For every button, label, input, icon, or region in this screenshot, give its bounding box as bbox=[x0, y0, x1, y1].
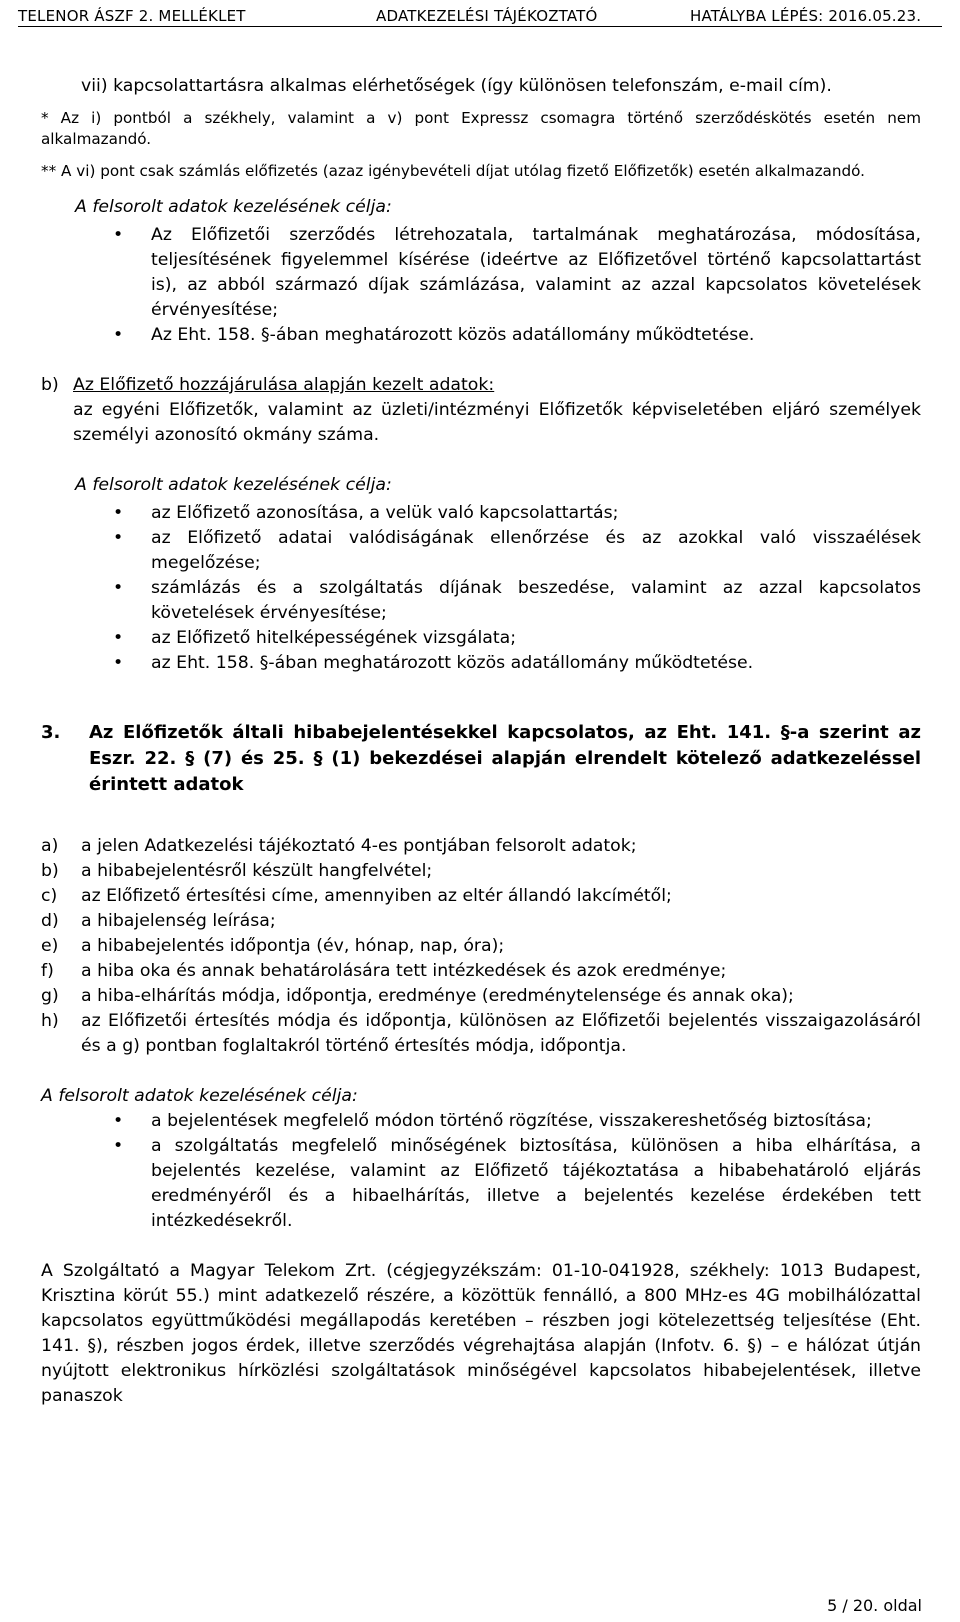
list-item: • a bejelentések megfelelő módon történő rögzítése, visszakereshetőség biztosítása; bbox=[41, 1109, 921, 1134]
list-item bbox=[41, 959, 921, 984]
item-label: f) bbox=[41, 961, 54, 981]
document-body bbox=[41, 74, 921, 1409]
header-right: HATÁLYBA LÉPÉS: 2016.05.23. bbox=[690, 7, 922, 25]
list-item: • a szolgáltatás megfelelő minőségének biztosítása, különösen a hiba elhárítása, a bejelentés kezelése, valamint az Előfizető tájékoztatása a hibabehatároló eljárás eredményéről és a hibaelhárítás, illetve a bejelentés kezelése érdekében tett intézkedésekről. bbox=[41, 1134, 921, 1234]
footnote-2: ** A vi) pont csak számlás előfizetés (azaz igénybevételi díjat utólag fizető Előfizetők) esetén alkalmazandó. bbox=[41, 162, 865, 180]
item-label: b) bbox=[41, 861, 59, 881]
list-item: • számlázás és a szolgáltatás díjának beszedése, valamint az azzal kapcsolatos követelések érvényesítése; bbox=[41, 576, 921, 626]
list-item bbox=[41, 984, 921, 1009]
section-b-title: Az Előfizető hozzájárulása alapján kezelt adatok: bbox=[73, 375, 495, 395]
item-text: a jelen Adatkezelési tájékoztató 4-es pontjában felsorolt adatok; bbox=[81, 836, 637, 856]
page-header bbox=[18, 4, 942, 27]
list-item bbox=[41, 934, 921, 959]
page-number: 5 / 20. oldal bbox=[827, 1596, 922, 1615]
list-item bbox=[41, 1009, 921, 1059]
purpose-list-3 bbox=[41, 1109, 921, 1234]
list-item: • az Eht. 158. §-ában meghatározott közös adatállomány működtetése. bbox=[41, 651, 921, 676]
section-b-label: b) bbox=[41, 375, 59, 395]
item-text: az Előfizető értesítési címe, amennyiben az eltér állandó lakcímétől; bbox=[81, 886, 672, 906]
list-item bbox=[41, 884, 921, 909]
purpose-heading-1: A felsorolt adatok kezelésének célja: bbox=[75, 197, 392, 217]
section-3-list bbox=[41, 834, 921, 1059]
item-text: a hiba-elhárítás módja, időpontja, eredménye (eredménytelensége és annak oka); bbox=[81, 986, 794, 1006]
item-vii: vii) kapcsolattartásra alkalmas elérhetőségek (így különösen telefonszám, e-mail cím). bbox=[81, 76, 832, 96]
item-text: a hibabejelentés időpontja (év, hónap, nap, óra); bbox=[81, 936, 505, 956]
item-label: c) bbox=[41, 886, 58, 906]
item-label: h) bbox=[41, 1011, 59, 1031]
item-label: g) bbox=[41, 986, 59, 1006]
list-item: • az Előfizető azonosítása, a velük való kapcsolattartás; bbox=[41, 501, 921, 526]
list-item: • az Előfizető hitelképességének vizsgálata; bbox=[41, 626, 921, 651]
section-b-text: az egyéni Előfizetők, valamint az üzleti/intézményi Előfizetők képviseletében eljáró személyek személyi azonosító okmány száma. bbox=[73, 400, 921, 445]
list-item bbox=[41, 859, 921, 884]
item-label: a) bbox=[41, 836, 59, 856]
list-item: • Az Előfizetői szerződés létrehozatala, tartalmának meghatározása, módosítása, teljesítésének figyelemmel kísérése (ideértve az Előfizetővel történő kapcsolattartást is), az abból származó díjak számlázása, valamint az azzal kapcsolatos követelések érvényesítése; bbox=[41, 223, 921, 323]
header-center: ADATKEZELÉSI TÁJÉKOZTATÓ bbox=[376, 7, 598, 25]
item-text: az Előfizetői értesítés módja és időpontja, különösen az Előfizetői bejelentés visszaigazolásáról és a g) pontban foglaltakról történő értesítés módja, időpontja. bbox=[81, 1011, 921, 1056]
purpose-heading-2: A felsorolt adatok kezelésének célja: bbox=[75, 475, 392, 495]
list-item bbox=[41, 909, 921, 934]
purpose-heading-3: A felsorolt adatok kezelésének célja: bbox=[41, 1086, 358, 1106]
item-text: a hibabejelentésről készült hangfelvétel; bbox=[81, 861, 433, 881]
section-3-heading bbox=[41, 720, 921, 798]
item-text: a hiba oka és annak behatárolására tett intézkedések és azok eredménye; bbox=[81, 961, 727, 981]
footnote-1: * Az i) pontból a székhely, valamint a v) pont Expressz csomagra történő szerződéskötés esetén nem alkalmazandó. bbox=[41, 109, 921, 148]
list-item bbox=[41, 834, 921, 859]
purpose-list-2 bbox=[41, 501, 921, 676]
header-left: TELENOR ÁSZF 2. MELLÉKLET bbox=[18, 7, 246, 25]
section-3-number: 3. bbox=[41, 722, 61, 743]
list-item: • az Előfizető adatai valódiságának ellenőrzése és az azokkal való visszaélések megelőzése; bbox=[41, 526, 921, 576]
section-3-title: Az Előfizetők általi hibabejelentésekkel kapcsolatos, az Eht. 141. §-a szerint az Eszr. 22. § (7) és 25. § (1) bekezdései alapján elrendelt kötelező adatkezeléssel érintett adatok bbox=[89, 722, 921, 795]
item-label: d) bbox=[41, 911, 59, 931]
item-text: a hibajelenség leírása; bbox=[81, 911, 276, 931]
purpose-list-1 bbox=[41, 223, 921, 348]
item-label: e) bbox=[41, 936, 59, 956]
section-b bbox=[41, 373, 921, 448]
closing-paragraph: A Szolgáltató a Magyar Telekom Zrt. (cégjegyzékszám: 01-10-041928, székhely: 1013 Budapest, Krisztina körút 55.) mint adatkezelő részére, a közöttük fennálló, a 800 MHz-es 4G mobilhálózattal kapcsolatos együttműködési megállapodás keretében – részben jogi kötelezettség teljesítése (Eht. 141. §), részben jogos érdek, illetve szerződés végrehajtása alapján (Infotv. 6. §) – e hálózat útján nyújtott elektronikus hírközlési szolgáltatások minőségével kapcsolatos hibabejelentések, illetve panaszok bbox=[41, 1261, 921, 1406]
list-item: • Az Eht. 158. §-ában meghatározott közös adatállomány működtetése. bbox=[41, 323, 921, 348]
